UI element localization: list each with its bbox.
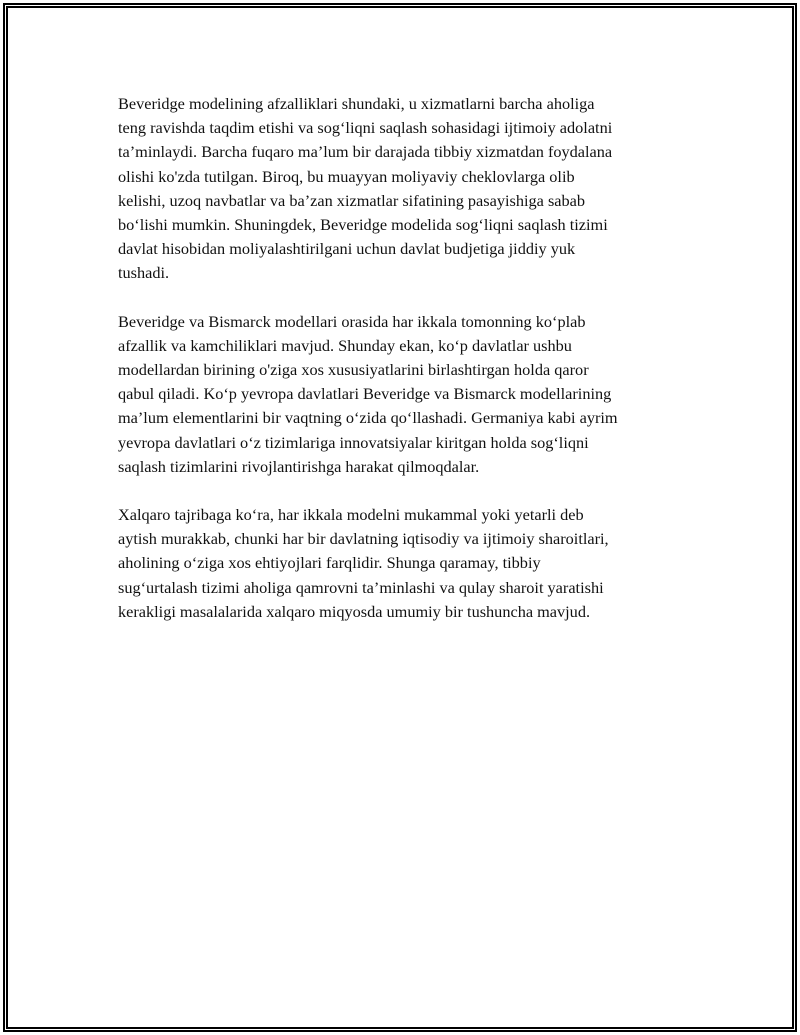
text-line: modellardan birining o'ziga xos xususiyatlarini birlashtirgan holda qaror [118, 360, 589, 380]
text-line: ma’lum elementlarini bir vaqtning o‘zida qo‘llashadi. Germaniya kabi ayrim [118, 408, 618, 428]
text-line: tushadi. [118, 263, 170, 283]
text-line: yevropa davlatlari o‘z tizimlariga innovatsiyalar kiritgan holda sog‘liqni [118, 432, 589, 452]
text-line: teng ravishda taqdim etishi va sog‘liqni saqlash sohasidagi ijtimoiy adolatni [118, 118, 613, 138]
text-line: aytish murakkab, chunki har bir davlatning iqtisodiy va ijtimoiy sharoitlari, [118, 529, 609, 549]
text-line: kelishi, uzoq navbatlar va ba’zan xizmatlar sifatining pasayishiga sabab [118, 190, 586, 210]
text-line: kerakligi masalalarida xalqaro miqyosda umumiy bir tushuncha mavjud. [118, 601, 591, 621]
text-line: ta’minlaydi. Barcha fuqaro ma’lum bir darajada tibbiy xizmatdan foydalana [118, 142, 613, 162]
paragraph-2 [118, 310, 686, 479]
text-line: Beveridge va Bismarck modellari orasida har ikkala tomonning ko‘plab [118, 311, 586, 331]
text-line: afzallik va kamchiliklari mavjud. Shunday ekan, ko‘p davlatlar ushbu [118, 335, 572, 355]
text-line: aholining o‘ziga xos ehtiyojlari farqlidir. Shunga qaramay, tibbiy [118, 553, 541, 573]
text-line: sug‘urtalash tizimi aholiga qamrovni ta’minlashi va qulay sharoit yaratishi [118, 577, 604, 597]
text-line: Xalqaro tajribaga ko‘ra, har ikkala modelni mukammal yoki yetarli deb [118, 505, 584, 525]
text-line: bo‘lishi mumkin. Shuningdek, Beveridge modelida sog‘liqni saqlash tizimi [118, 215, 608, 235]
paragraph-3 [118, 503, 686, 624]
text-line: davlat hisobidan moliyalashtirilgani uchun davlat budjetiga jiddiy yuk [118, 239, 576, 259]
document-body [118, 92, 686, 648]
text-line: qabul qiladi. Ko‘p yevropa davlatlari Beveridge va Bismarck modellarining [118, 384, 612, 404]
paragraph-1 [118, 92, 686, 286]
text-line: Beveridge modelining afzalliklari shundaki, u xizmatlarni barcha aholiga [118, 94, 595, 113]
text-line: olishi ko'zda tutilgan. Biroq, bu muayyan moliyaviy cheklovlarga olib [118, 166, 575, 186]
text-line: saqlash tizimlarini rivojlantirishga harakat qilmoqdalar. [118, 456, 480, 476]
